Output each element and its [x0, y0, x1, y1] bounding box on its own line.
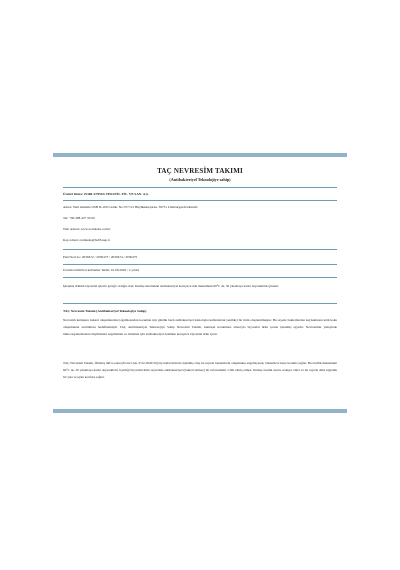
- document-subtitle: (Antibakteriyel Teknolojiye sahip): [169, 177, 231, 182]
- divider: [63, 200, 337, 201]
- divider: [63, 303, 337, 304]
- bottom-accent-band: [53, 409, 347, 413]
- paragraph-1: Nevresim kumaşını bakteri oluşumundan/çoğalmasından korumak için günlük bazlı antibakteriyel teknolojisi kullanılarak yenilikçi bir ürün oluşturulmuştur. Bu sayede bakterilerden kaynaklanan kötü koku oluşumunun azaltılması hedeflenmiştir. TAÇ Antibakteriyel Teknolojiye Sahip Nevresim Takımı, kumaşın korunması amacıyla biyosidal ürün içeren işlenmiş eşyadır. Nevresimin yüzeyinde mikroorganizmaların büyümesini engellemek ve önlemek için antibakteriyel özellikte koruyucu biyosidal ürün içerir.: [63, 318, 337, 336]
- email-line: Kep adresi: zorluteks@hs03.kep.tr: [63, 238, 111, 242]
- usage-text: İşlenmiş ürünün biyosidal işlevin gereği: olduğu olan: Kumaş üzerindeki antibakteriyel koruyucu etki maksimum 60°C de, 50 yıkamaya kadar dayanıklılık gösterir.: [63, 284, 280, 288]
- phone-line: Tel: +90 288 427 50 00: [63, 216, 95, 220]
- divider: [63, 264, 337, 265]
- section-heading: TAÇ Nevresim Takımı (Antibakteriyel Teknolojiye Sahip): [63, 309, 147, 313]
- date-line: Üretim tarihi/Son kullanma Tarihi: 01.09.2020 / 2 yıldız: [63, 268, 140, 272]
- address-line: Adres: Yeni mahalle OSB D-100 Cadde, No:37/7/21 Büyükkarıştıran, 39751 Lüleburgaz/Kırklareli: [63, 205, 198, 209]
- divider: [63, 187, 337, 188]
- web-line: Web Adresi: www.zorluteks.com.tr: [63, 227, 111, 231]
- batch-line: Parti/Seri no: 2030472 / 2030473 / 2030474 / 2030475: [63, 255, 138, 259]
- document-title: TAÇ NEVRESİM TAKIMI: [157, 167, 243, 175]
- manufacturer-line: Üretici firma: ZORLUTEKS TEKSTİL TİC. VE SAN. A.Ş.: [63, 192, 149, 196]
- divider: [63, 277, 337, 278]
- product-label-document: [53, 153, 347, 413]
- divider: [63, 249, 337, 250]
- top-accent-band: [53, 153, 347, 157]
- paragraph-2: TAÇ Nevresim Takımı, Ölmdaş ihtiva eden (Protect AG-T/22-2020/34) biyosidal ürün ile işlenmiş olup bu sayede bakterilerin oluşumunu engelleyerek, bakterilere karşı koruma sağlar. Bu özellik maksimum 60°C de, 50 yıkamaya kadar dayanıklıdır. İçerdiği biyosidal ürün sayesinde antibakteriyel (bakteri tutmaz) bir nevresimdir. Cildi tahriş etmez. Kumaş özelini uzatır, kokuya önler ve bu sayede daha hijyenik bir yıkı ve uyku konforu sağlar.: [63, 361, 337, 379]
